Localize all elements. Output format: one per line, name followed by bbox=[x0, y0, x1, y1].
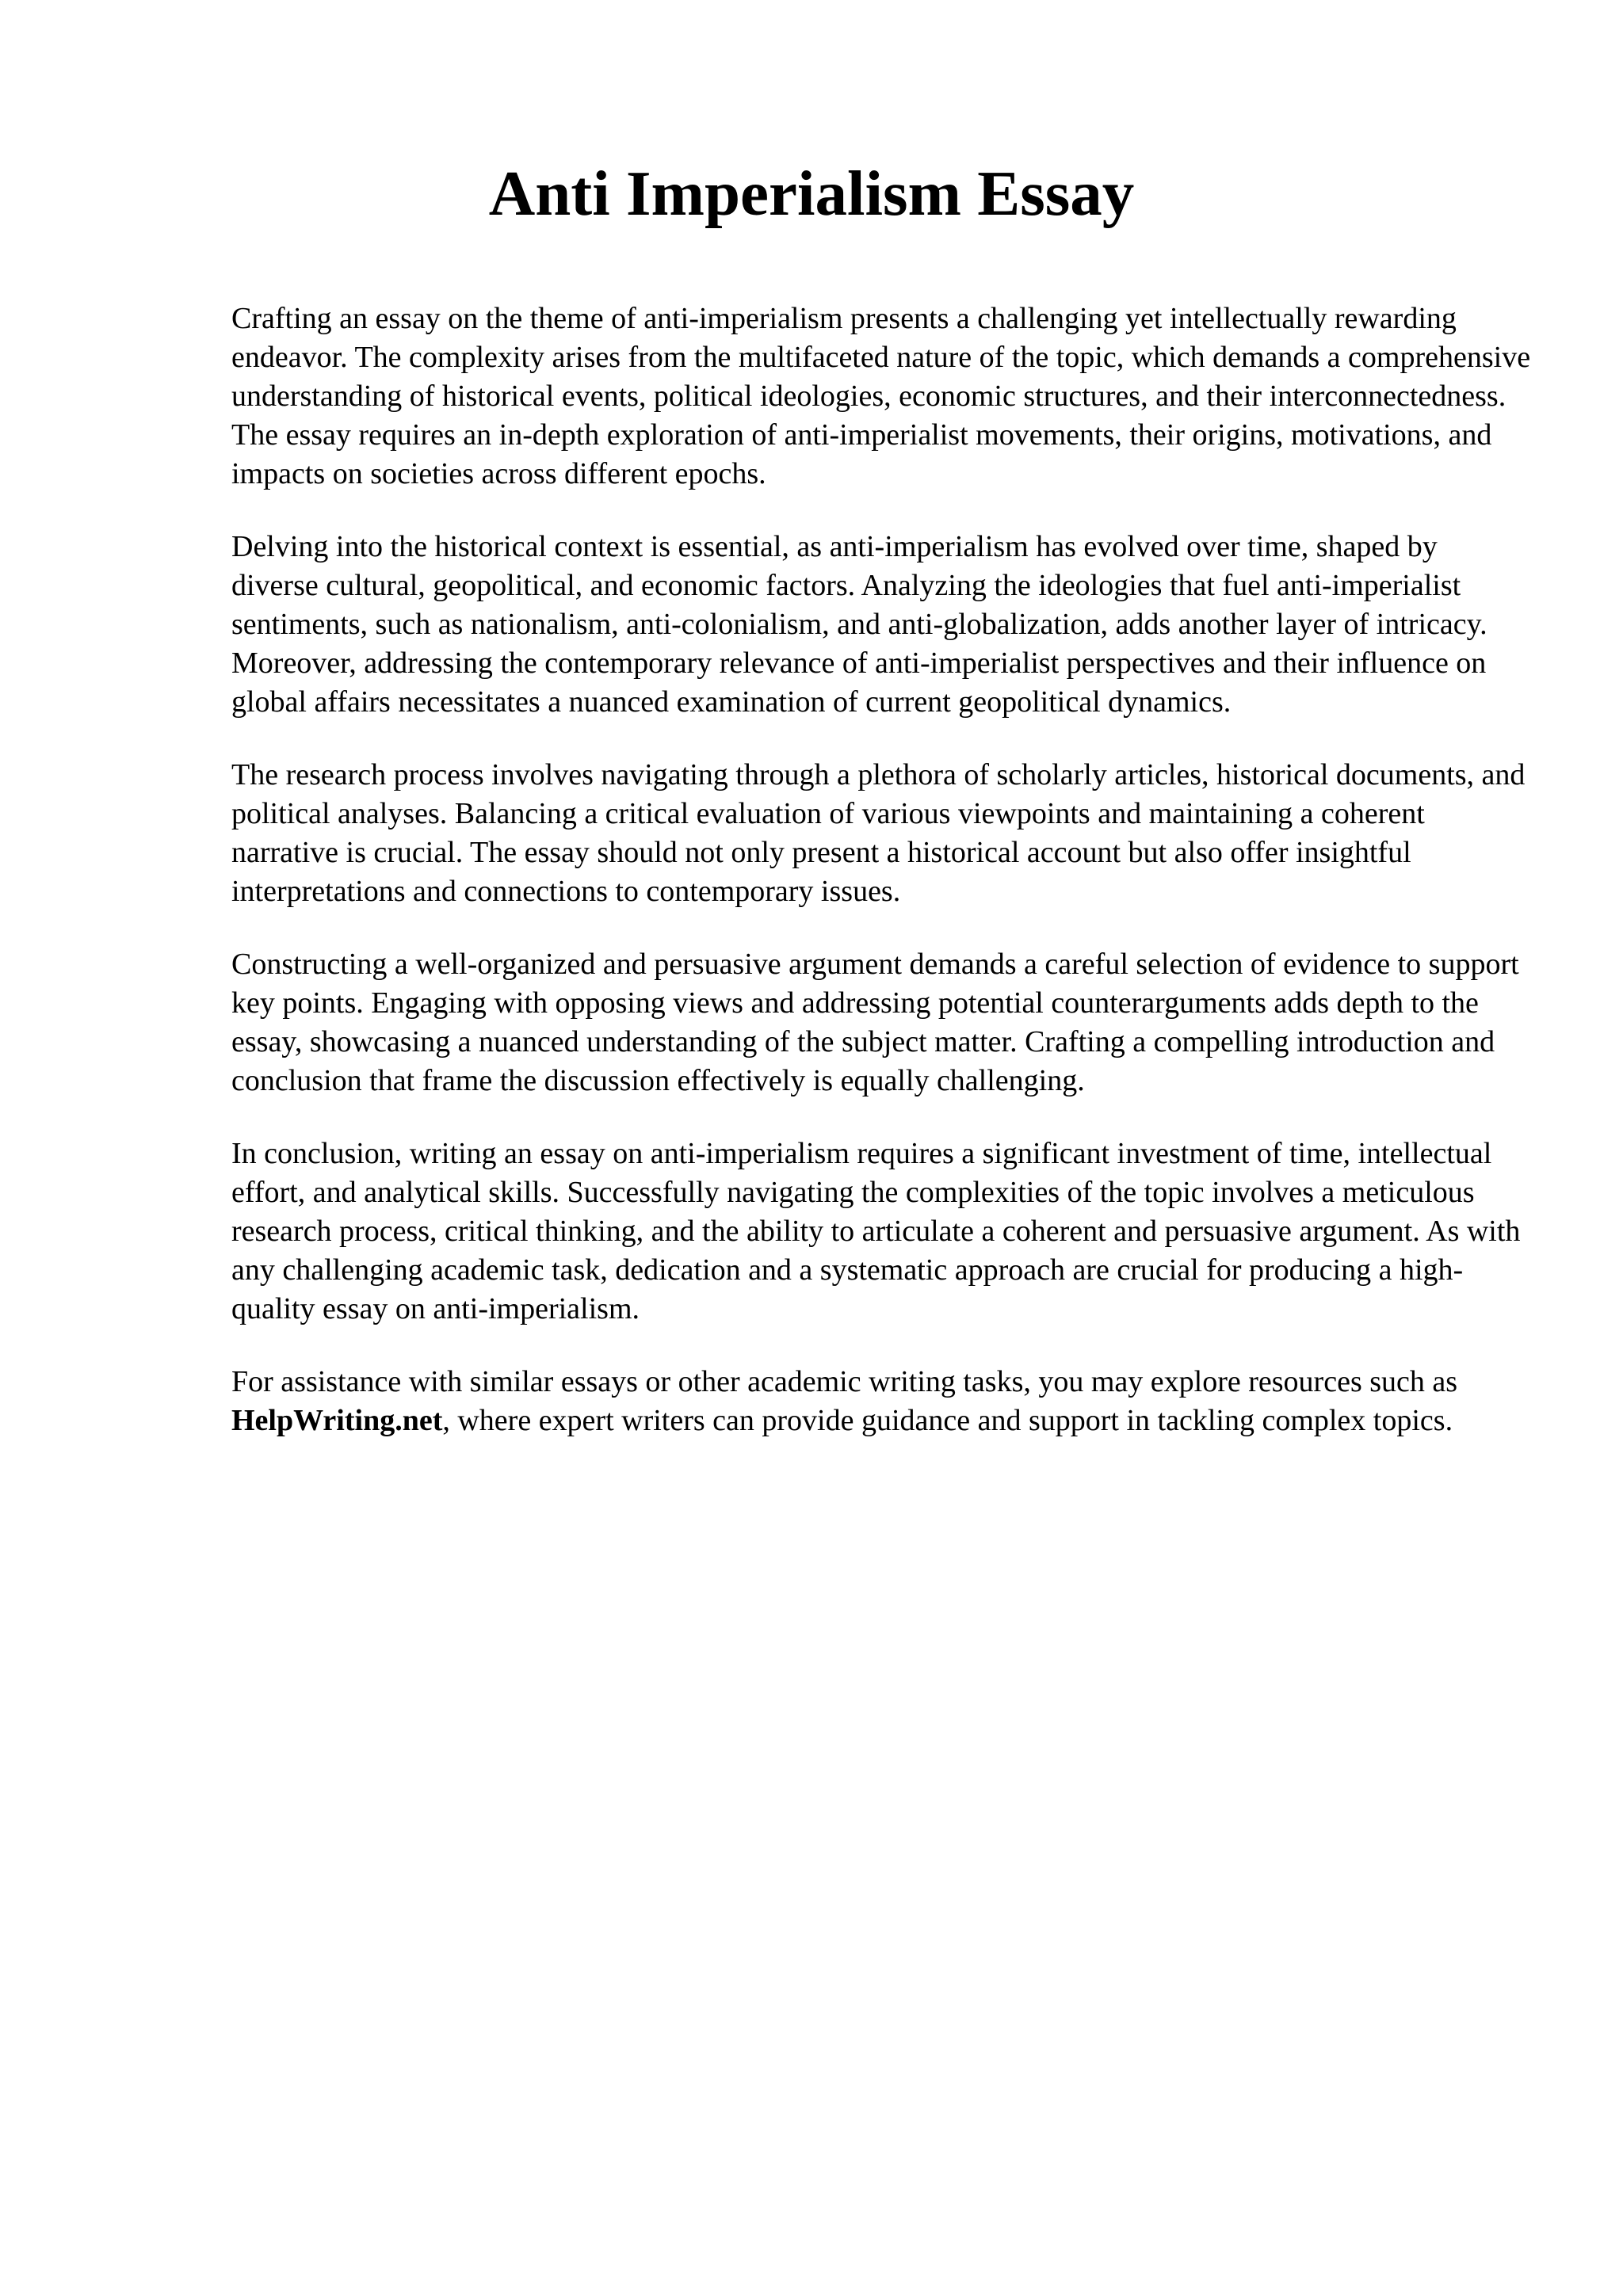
document-body bbox=[231, 299, 1531, 1474]
paragraph-4: Constructing a well-organized and persuasive argument demands a careful selection of evidence to support key points. Engaging with opposing views and addressing potential counterarguments adds depth to the essay, showcasing a nuanced understanding of the subject matter. Crafting a compelling introduction and conclusion that frame the discussion effectively is equally challenging. bbox=[231, 948, 1519, 1097]
document-title: Anti Imperialism Essay bbox=[488, 158, 1135, 229]
paragraph-3: The research process involves navigating through a plethora of scholarly articles, historical documents, and political analyses. Balancing a critical evaluation of various viewpoints and maintaining a coherent narrative is crucial. The essay should not only present a historical account but also offer insightful interpretations and connections to contemporary issues. bbox=[231, 758, 1526, 908]
paragraph-2: Delving into the historical context is essential, as anti-imperialism has evolved over time, shaped by diverse cultural, geopolitical, and economic factors. Analyzing the ideologies that fuel anti-imperialist sentiments, such as nationalism, anti-colonialism, and anti-globalization, adds another layer of intricacy. Moreover, addressing the contemporary relevance of anti-imperialist perspectives and their influence on global affairs necessitates a nuanced examination of current geopolitical dynamics. bbox=[231, 530, 1487, 719]
paragraph-closing bbox=[231, 1363, 1531, 1440]
paragraph-5: In conclusion, writing an essay on anti-imperialism requires a significant investment of time, intellectual effort, and analytical skills. Successfully navigating the complexities of the topic involves a meticulous research process, critical thinking, and the ability to articulate a coherent and persuasive argument. As with any challenging academic task, dedication and a systematic approach are crucial for producing a high-quality essay on anti-imperialism. bbox=[231, 1137, 1521, 1325]
closing-text-before: For assistance with similar essays or other academic writing tasks, you may explore resources such as bbox=[231, 1365, 1458, 1398]
helpwriting-link[interactable]: HelpWriting.net bbox=[231, 1404, 443, 1437]
paragraph-1: Crafting an essay on the theme of anti-imperialism presents a challenging yet intellectually rewarding endeavor. The complexity arises from the multifaceted nature of the topic, which demands a comprehensive understanding of historical events, political ideologies, economic structures, and their interconnectedness. The essay requires an in-depth exploration of anti-imperialist movements, their origins, motivations, and impacts on societies across different epochs. bbox=[231, 302, 1531, 490]
closing-text-after: , where expert writers can provide guidance and support in tackling complex topics. bbox=[442, 1404, 1453, 1437]
